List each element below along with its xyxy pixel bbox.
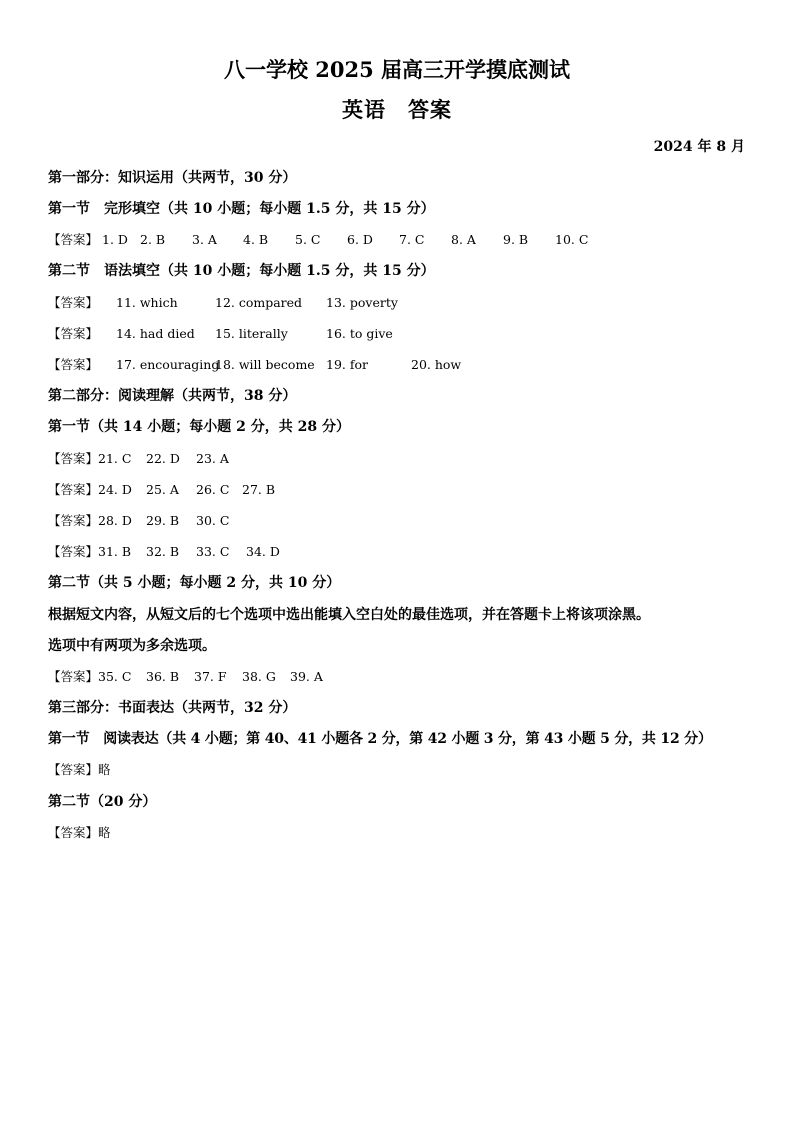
answer-tag: 【答案】 bbox=[48, 669, 99, 684]
answer-item: 17. encouraging bbox=[116, 357, 220, 372]
answer-tag: 【答案】 bbox=[48, 357, 99, 372]
answer-item: 11. which bbox=[116, 295, 178, 310]
answer-tag: 【答案】 bbox=[48, 482, 99, 497]
part3-section2-answer: 【答案】略 bbox=[48, 825, 111, 840]
answer-item: 5. C bbox=[295, 232, 321, 247]
answer-row-grammar-1 bbox=[48, 293, 398, 313]
answer-item: 36. B bbox=[146, 669, 180, 684]
answer-item: 24. D bbox=[98, 482, 132, 497]
answer-item: 18. will become bbox=[215, 357, 315, 372]
part1-section1-heading: 第一节 完形填空（共 10 小题；每小题 1.5 分，共 15 分） bbox=[48, 201, 435, 217]
answer-item: 26. C bbox=[196, 482, 230, 497]
answer-item: 28. D bbox=[98, 513, 132, 528]
answer-item: 21. C bbox=[98, 451, 132, 466]
answer-item: 31. B bbox=[98, 544, 132, 559]
part3-section1-answer: 【答案】略 bbox=[48, 762, 111, 777]
part2-section1-heading: 第一节（共 14 小题；每小题 2 分，共 28 分） bbox=[48, 419, 350, 435]
part2-section2-instruction-2: 选项中有两项为多余选项。 bbox=[48, 638, 216, 654]
answer-item: 20. how bbox=[411, 357, 462, 372]
document-date: 2024 年 8 月 bbox=[653, 139, 745, 155]
answer-row-reading-1 bbox=[48, 449, 229, 469]
answer-tag: 【答案】 bbox=[48, 513, 99, 528]
answer-tag: 【答案】 bbox=[48, 295, 99, 310]
answer-row-reading-3 bbox=[48, 511, 229, 531]
part2-section2-instruction: 根据短文内容，从短文后的七个选项中选出能填入空白处的最佳选项，并在答题卡上将该项涂黑。 bbox=[48, 607, 650, 623]
answer-row-reading-4 bbox=[48, 542, 280, 562]
answer-tag: 【答案】 bbox=[48, 544, 99, 559]
answer-item: 2. B bbox=[140, 232, 166, 247]
answer-item: 22. D bbox=[146, 451, 180, 466]
answer-item: 29. B bbox=[146, 513, 180, 528]
answer-item: 16. to give bbox=[326, 326, 393, 341]
answer-item: 33. C bbox=[196, 544, 230, 559]
answer-tag: 【答案】 bbox=[48, 451, 99, 466]
answer-tag: 【答案】 bbox=[48, 232, 99, 247]
answer-item: 27. B bbox=[242, 482, 276, 497]
part1-heading: 第一部分：知识运用（共两节，30 分） bbox=[48, 170, 297, 186]
answer-item: 12. compared bbox=[215, 295, 303, 310]
answer-tag: 【答案】 bbox=[48, 326, 99, 341]
part3-heading: 第三部分：书面表达（共两节，32 分） bbox=[48, 700, 297, 716]
part2-heading: 第二部分：阅读理解（共两节，38 分） bbox=[48, 388, 297, 404]
answer-item: 30. C bbox=[196, 513, 230, 528]
answer-item: 23. A bbox=[196, 451, 229, 466]
answer-item: 7. C bbox=[399, 232, 425, 247]
answer-item: 6. D bbox=[347, 232, 373, 247]
answer-item: 1. D bbox=[102, 232, 128, 247]
part3-section2-heading: 第二节（20 分） bbox=[48, 794, 157, 810]
answer-item: 34. D bbox=[246, 544, 280, 559]
answer-item: 4. B bbox=[243, 232, 269, 247]
answer-row-grammar-2 bbox=[48, 324, 393, 344]
answer-row-reading-2 bbox=[48, 480, 275, 500]
part2-section2-heading: 第二节（共 5 小题；每小题 2 分，共 10 分） bbox=[48, 575, 341, 591]
part1-section2-heading: 第二节 语法填空（共 10 小题；每小题 1.5 分，共 15 分） bbox=[48, 263, 435, 279]
answer-row-cloze bbox=[48, 230, 588, 250]
answer-item: 9. B bbox=[503, 232, 529, 247]
answer-item: 25. A bbox=[146, 482, 179, 497]
answer-item: 14. had died bbox=[116, 326, 195, 341]
answer-item: 38. G bbox=[242, 669, 276, 684]
answer-row-grammar-3 bbox=[48, 355, 461, 375]
answer-item: 13. poverty bbox=[326, 295, 398, 310]
answer-item: 8. A bbox=[451, 232, 476, 247]
document-subtitle: 英语 答案 bbox=[342, 97, 452, 122]
answer-item: 37. F bbox=[194, 669, 227, 684]
answer-item: 15. literally bbox=[215, 326, 288, 341]
answer-row-seven-choice bbox=[48, 667, 323, 687]
part3-section1-heading: 第一节 阅读表达（共 4 小题；第 40、41 小题各 2 分，第 42 小题 3 分，第 43 小题 5 分，共 12 分） bbox=[48, 731, 712, 747]
answer-item: 19. for bbox=[326, 357, 368, 372]
answer-item: 3. A bbox=[192, 232, 217, 247]
document-title: 八一学校 2025 届高三开学摸底测试 bbox=[223, 57, 571, 82]
answer-item: 10. C bbox=[555, 232, 589, 247]
answer-item: 32. B bbox=[146, 544, 180, 559]
answer-item: 35. C bbox=[98, 669, 132, 684]
answer-item: 39. A bbox=[290, 669, 323, 684]
